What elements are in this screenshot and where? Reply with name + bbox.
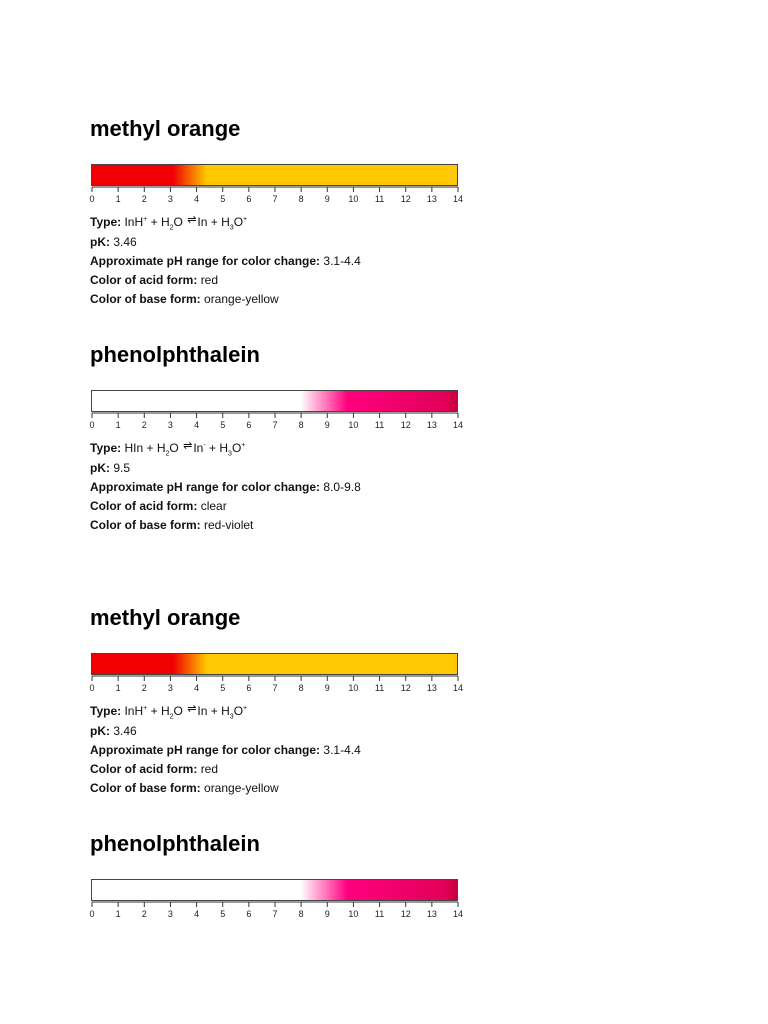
ph-axis [90,186,468,206]
axis-tick-label: 4 [194,194,200,204]
axis-tick-label: 5 [220,420,226,430]
axis-tick-label: 9 [324,683,330,693]
indicator-info [90,213,470,309]
axis-tick-label: 3 [167,194,173,204]
type-row [90,439,470,459]
axis-tick-label: 9 [324,420,330,430]
axis-tick-label: 1 [115,194,121,204]
axis-tick-label: 10 [348,683,359,693]
axis-tick-label: 7 [272,194,278,204]
axis-tick-label: 3 [167,683,173,693]
axis-tick-label: 5 [220,194,226,204]
indicator-title: phenolphthalein [90,831,260,856]
acid-color-value: red [200,762,219,776]
range-value: 3.1-4.4 [323,254,361,268]
axis-tick-label: 8 [298,420,304,430]
pk-value: 3.46 [113,235,137,249]
indicator-card [90,116,470,309]
pk-row: pK: 3.46 [90,724,137,738]
axis-tick-label: 10 [348,420,359,430]
type-equation: $InH^+ + H_2O$ ⇌In + $H_3O^+$ [124,214,248,232]
indicator-card [90,831,470,919]
acid-color-value: red [200,273,219,287]
indicator-card [90,605,470,798]
axis-tick-label: 11 [374,420,385,430]
axis-tick-label: 5 [220,909,226,919]
axis-tick-label: 3 [167,420,173,430]
axis-tick-label: 8 [298,194,304,204]
axis-tick-label: 13 [426,194,437,204]
type-label: Type: [90,704,122,718]
axis-tick-label: 7 [272,909,278,919]
axis-tick-label: 7 [272,683,278,693]
axis-tick-label: 1 [115,683,121,693]
ph-axis [90,412,468,432]
type-label: Type: [90,441,122,455]
pk-row: pK: 9.5 [90,461,131,475]
axis-tick-label: 1 [115,909,121,919]
axis-tick-label: 11 [374,194,385,204]
indicator-card [90,342,470,535]
axis-tick-label: 3 [167,909,173,919]
ph-axis [90,901,468,921]
indicator-title: phenolphthalein [90,342,260,367]
axis-tick-label: 2 [141,683,147,693]
axis-tick-label: 7 [272,420,278,430]
color-gradient-bar [91,879,458,901]
ph-axis [90,675,468,695]
axis-tick-label: 6 [246,194,252,204]
axis-tick-label: 14 [452,683,464,693]
acid-color-row: Color of acid form: clear [90,499,227,513]
axis-tick-label: 4 [194,909,200,919]
axis-tick-label: 12 [400,909,411,919]
equilibrium-arrow-icon: ⇌ [187,703,197,715]
type-equation: $InH^+ + H_2O$ ⇌In + $H_3O^+$ [124,703,248,721]
axis-tick-label: 4 [194,420,200,430]
type-row [90,213,470,233]
acid-color-row: Color of acid form: red [90,762,219,776]
ph-scale [89,390,464,430]
axis-tick-label: 9 [324,909,330,919]
acid-color-value: clear [200,499,227,513]
base-color-row: Color of base form: orange-yellow [90,292,279,306]
ph-scale [89,164,464,204]
base-color-row: Color of base form: orange-yellow [90,781,279,795]
axis-tick-label: 6 [246,683,252,693]
axis-tick-label: 2 [141,420,147,430]
indicator-info [90,439,470,535]
ph-scale [89,653,464,693]
color-gradient-bar [91,164,458,186]
axis-tick-label: 1 [115,420,121,430]
axis-tick-label: 2 [141,909,147,919]
pk-row: pK: 3.46 [90,235,137,249]
acid-color-row: Color of acid form: red [90,273,219,287]
axis-tick-label: 13 [426,909,437,919]
axis-tick-label: 13 [426,420,437,430]
indicator-title: methyl orange [90,116,241,141]
ph-scale [89,879,464,919]
equilibrium-arrow-icon: ⇌ [187,214,197,226]
axis-tick-label: 4 [194,683,200,693]
axis-tick-label: 12 [400,194,411,204]
indicator-info [90,702,470,798]
type-row [90,702,470,722]
axis-tick-label: 0 [89,909,95,919]
equilibrium-arrow-icon: ⇌ [183,440,193,452]
axis-tick-label: 2 [141,194,147,204]
range-value: 8.0-9.8 [323,480,361,494]
axis-tick-label: 14 [452,420,464,430]
axis-tick-label: 11 [374,683,385,693]
axis-tick-label: 9 [324,194,330,204]
base-color-value: orange-yellow [204,292,279,306]
indicator-title: methyl orange [90,605,241,630]
base-color-value: orange-yellow [204,781,279,795]
axis-tick-label: 12 [400,420,411,430]
axis-tick-label: 6 [246,909,252,919]
type-equation: HIn + $H_2O$ ⇌In- + $H_3O^+$ [124,440,246,458]
axis-tick-label: 0 [89,683,95,693]
range-row: Approximate pH range for color change: 8.0-9.8 [90,480,361,494]
pk-value: 3.46 [113,724,137,738]
axis-tick-label: 14 [452,194,464,204]
range-value: 3.1-4.4 [323,743,361,757]
axis-tick-label: 10 [348,909,359,919]
axis-tick-label: 0 [89,194,95,204]
axis-tick-label: 8 [298,683,304,693]
type-label: Type: [90,215,122,229]
axis-tick-label: 11 [374,909,385,919]
axis-tick-label: 8 [298,909,304,919]
axis-tick-label: 12 [400,683,411,693]
base-color-value: red-violet [204,518,254,532]
axis-tick-label: 5 [220,683,226,693]
axis-tick-label: 0 [89,420,95,430]
range-row: Approximate pH range for color change: 3.1-4.4 [90,743,361,757]
pk-value: 9.5 [113,461,131,475]
color-gradient-bar [91,390,458,412]
base-color-row: Color of base form: red-violet [90,518,254,532]
axis-tick-label: 13 [426,683,437,693]
axis-tick-label: 14 [452,909,464,919]
axis-tick-label: 6 [246,420,252,430]
range-row: Approximate pH range for color change: 3.1-4.4 [90,254,361,268]
axis-tick-label: 10 [348,194,359,204]
color-gradient-bar [91,653,458,675]
